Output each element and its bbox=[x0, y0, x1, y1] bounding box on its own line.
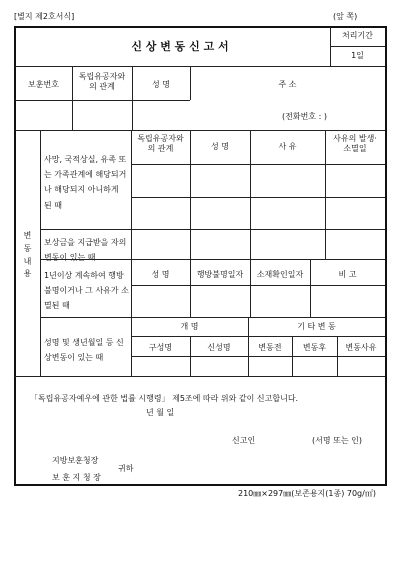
s4-header-after: 변동후 bbox=[302, 343, 327, 352]
s4-header-reason: 변동사유 bbox=[345, 343, 377, 352]
paper-spec: 210㎜×297㎜(보존용지(1종) 70g/㎡) bbox=[238, 489, 376, 498]
s1-header-relation: 독립유공자와 의 관계 bbox=[137, 134, 184, 153]
relation-header: 독립유공자와 의 관계 bbox=[78, 72, 126, 91]
s4-group-other-changes: 기 타 변 동 bbox=[297, 322, 336, 331]
s4-header-old-name: 구성명 bbox=[148, 343, 173, 352]
s1-header-reason: 사 유 bbox=[278, 142, 297, 151]
address-header: 주 소 bbox=[278, 80, 297, 89]
s4-header-new-name: 신성명 bbox=[207, 343, 231, 352]
s3-header-remarks: 비 고 bbox=[338, 270, 357, 279]
recipient-suffix: 귀하 bbox=[118, 464, 134, 473]
s4-group-rename: 개 명 bbox=[180, 322, 199, 331]
s1-header-date: 사유의 발생· 소멸일 bbox=[333, 134, 377, 153]
name-header: 성 명 bbox=[152, 80, 170, 89]
recipient-branch-office: 보 훈 지 청 장 bbox=[52, 473, 101, 482]
form-number: [별지 제2호서식] bbox=[14, 12, 75, 21]
phone-label: (전화번호 : ) bbox=[282, 112, 327, 121]
declaration-statement: 「독립유공자예우에 관한 법률 시행령」 제5조에 따라 위와 같이 신고합니다. bbox=[30, 394, 299, 403]
veteran-number-header: 보훈번호 bbox=[28, 80, 59, 89]
form-title: 신 상 변 동 신 고 서 bbox=[131, 40, 229, 53]
page-side-label: (앞 쪽) bbox=[333, 12, 358, 21]
s3-header-found-date: 소재확인일자 bbox=[256, 270, 304, 279]
s1-header-name: 성 명 bbox=[211, 142, 229, 151]
section2-description: 보상금을 지급받을 자의 변동이 있는 때 bbox=[44, 238, 127, 263]
declaration-date: 년 월 일 bbox=[146, 408, 175, 417]
s4-header-before: 변동전 bbox=[258, 343, 282, 352]
applicant-label: 신고인 bbox=[232, 436, 256, 445]
change-details-side-label: 변 동 내 용 bbox=[23, 231, 32, 279]
section1-description: 사망, 국적상실, 유족 또는 가족관계에 해당되거나 해당되지 아니하게 된 때 bbox=[44, 155, 127, 210]
processing-period-label: 처리기간 bbox=[342, 31, 373, 40]
section3-description: 1년이상 계속하여 행방불명이거나 그 사유가 소멸된 때 bbox=[44, 271, 129, 311]
processing-period-value: 1일 bbox=[351, 51, 364, 60]
section4-description: 성명 및 생년월일 등 신상변동이 있는 때 bbox=[44, 338, 124, 363]
s3-header-missing-date: 행방불명일자 bbox=[196, 270, 244, 279]
recipient-regional-office: 지방보훈청장 bbox=[52, 456, 99, 465]
s3-header-name: 성 명 bbox=[151, 270, 170, 279]
signature-label: (서명 또는 인) bbox=[312, 436, 362, 445]
